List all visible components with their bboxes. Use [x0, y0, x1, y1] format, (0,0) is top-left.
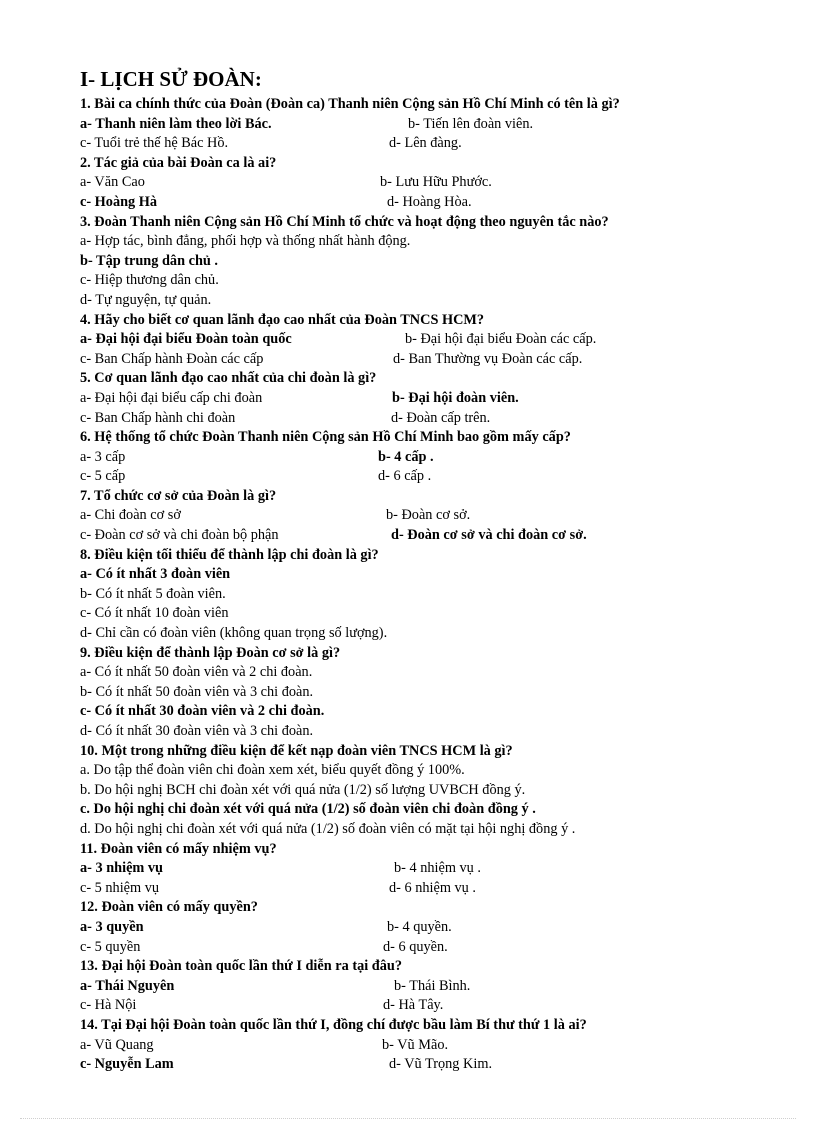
question-7-row-cd [80, 526, 780, 546]
answer-9d: d- Có ít nhất 30 đoàn viên và 3 chi đoàn. [80, 723, 314, 739]
question-14-row-cd [80, 1055, 780, 1075]
answer-11d: d- 6 nhiệm vụ . [389, 879, 476, 896]
question-13: 13. Đại hội Đoàn toàn quốc lần thứ I diễn ra tại đâu? [80, 958, 402, 975]
answer-4a: a- Đại hội đại biểu Đoàn toàn quốc [80, 331, 292, 348]
answer-5a: a- Đại hội đại biểu cấp chi đoàn [80, 389, 263, 406]
answer-13b: b- Thái Bình. [394, 977, 471, 994]
question-5-row-cd [80, 409, 780, 429]
answer-2c: c- Hoàng Hà [80, 193, 158, 210]
answer-8a: a- Có ít nhất 3 đoàn viên [80, 566, 231, 583]
question-4: 4. Hãy cho biết cơ quan lãnh đạo cao nhất của Đoàn TNCS HCM? [80, 311, 485, 328]
question-14: 14. Tại Đại hội Đoàn toàn quốc lần thứ I, đồng chí được bầu làm Bí thư thứ 1 là ai? [80, 1016, 587, 1033]
answer-3a: a- Hợp tác, bình đẳng, phối hợp và thống nhất hành động. [80, 233, 411, 250]
answer-1b: b- Tiến lên đoàn viên. [408, 115, 534, 132]
question-11-row-cd [80, 879, 780, 899]
question-11: 11. Đoàn viên có mấy nhiệm vụ? [80, 840, 277, 857]
question-5-row-ab [80, 389, 780, 409]
answer-11a: a- 3 nhiệm vụ [80, 860, 164, 877]
question-5: 5. Cơ quan lãnh đạo cao nhất của chi đoàn là gì? [80, 370, 377, 387]
answer-9b: b- Có ít nhất 50 đoàn viên và 3 chi đoàn. [80, 683, 314, 700]
answer-14c: c- Nguyễn Lam [80, 1056, 174, 1073]
answer-6c: c- 5 cấp [80, 468, 126, 485]
question-3: 3. Đoàn Thanh niên Cộng sản Hồ Chí Minh tổ chức và hoạt động theo nguyên tắc nào? [80, 213, 609, 230]
answer-11b: b- 4 nhiệm vụ . [394, 860, 481, 877]
question-4-row-ab [80, 330, 780, 350]
section-heading: I- LỊCH SỬ ĐOÀN: [80, 67, 262, 91]
document-page [80, 66, 780, 1075]
answer-9c: c- Có ít nhất 30 đoàn viên và 2 chi đoàn. [80, 703, 325, 720]
answer-2a: a- Văn Cao [80, 174, 145, 191]
question-2-row-cd [80, 193, 780, 213]
answer-5c: c- Ban Chấp hành chi đoàn [80, 409, 236, 426]
question-8: 8. Điều kiện tối thiểu để thành lập chi đoàn là gì? [80, 546, 379, 563]
question-9: 9. Điều kiện để thành lập Đoàn cơ sở là gì? [80, 644, 341, 661]
question-7: 7. Tổ chức cơ sở của Đoàn là gì? [80, 487, 277, 504]
answer-6b: b- 4 cấp . [378, 448, 434, 465]
question-6: 6. Hệ thống tổ chức Đoàn Thanh niên Cộng sản Hồ Chí Minh bao gồm mấy cấp? [80, 429, 571, 446]
answer-14b: b- Vũ Mão. [382, 1036, 449, 1053]
answer-8d: d- Chỉ cần có đoàn viên (không quan trọng số lượng). [80, 625, 388, 642]
answer-7a: a- Chi đoàn cơ sở [80, 507, 181, 524]
question-14-row-ab [80, 1036, 780, 1056]
answer-6a: a- 3 cấp [80, 448, 126, 465]
answer-7c: c- Đoàn cơ sở và chi đoàn bộ phận [80, 527, 279, 544]
question-1-row-cd [80, 134, 780, 154]
answer-10a: a. Do tập thể đoàn viên chi đoàn xem xét, biểu quyết đồng ý 100%. [80, 762, 465, 779]
question-12: 12. Đoàn viên có mấy quyền? [80, 899, 258, 916]
question-13-row-cd [80, 996, 780, 1016]
answer-12a: a- 3 quyền [80, 918, 144, 935]
answer-4c: c- Ban Chấp hành Đoàn các cấp [80, 350, 264, 367]
question-1-row-ab [80, 115, 780, 135]
answer-3b: b- Tập trung dân chủ . [80, 252, 218, 269]
answer-10c: c. Do hội nghị chi đoàn xét với quá nửa (1/2) số đoàn viên chi đoàn đồng ý . [80, 801, 536, 818]
question-2-row-ab [80, 173, 780, 193]
answer-9a: a- Có ít nhất 50 đoàn viên và 2 chi đoàn. [80, 664, 313, 681]
question-2: 2. Tác giả của bài Đoàn ca là ai? [80, 154, 277, 171]
answer-12b: b- 4 quyền. [387, 918, 452, 935]
answer-7d: d- Đoàn cơ sở và chi đoàn cơ sở. [391, 527, 587, 544]
answer-13c: c- Hà Nội [80, 997, 137, 1014]
answer-13a: a- Thái Nguyên [80, 977, 175, 994]
question-12-row-ab [80, 918, 780, 938]
question-11-row-ab [80, 859, 780, 879]
page-bottom-divider [20, 1118, 796, 1119]
answer-5b: b- Đại hội đoàn viên. [392, 389, 519, 406]
answer-7b: b- Đoàn cơ sở. [386, 507, 471, 524]
answer-4d: d- Ban Thường vụ Đoàn các cấp. [393, 350, 583, 367]
answer-1a: a- Thanh niên làm theo lời Bác. [80, 115, 272, 132]
answer-11c: c- 5 nhiệm vụ [80, 879, 160, 896]
answer-14a: a- Vũ Quang [80, 1036, 154, 1053]
question-4-row-cd [80, 350, 780, 370]
answer-12d: d- 6 quyền. [383, 938, 448, 955]
answer-6d: d- 6 cấp . [378, 468, 432, 485]
question-10: 10. Một trong những điều kiện để kết nạp đoàn viên TNCS HCM là gì? [80, 742, 513, 759]
answer-1c: c- Tuổi trẻ thế hệ Bác Hồ. [80, 135, 229, 152]
answer-8b: b- Có ít nhất 5 đoàn viên. [80, 585, 226, 602]
answer-1d: d- Lên đàng. [389, 135, 462, 152]
answer-2b: b- Lưu Hữu Phước. [380, 174, 492, 191]
answer-13d: d- Hà Tây. [383, 997, 444, 1014]
answer-4b: b- Đại hội đại biểu Đoàn các cấp. [405, 331, 597, 348]
answer-2d: d- Hoàng Hòa. [387, 193, 472, 210]
answer-3d: d- Tự nguyện, tự quản. [80, 291, 212, 308]
question-6-row-ab [80, 448, 780, 468]
answer-8c: c- Có ít nhất 10 đoàn viên [80, 605, 229, 622]
answer-10b: b. Do hội nghị BCH chi đoàn xét với quá nửa (1/2) số lượng UVBCH đồng ý. [80, 781, 526, 798]
question-7-row-ab [80, 506, 780, 526]
answer-5d: d- Đoàn cấp trên. [391, 409, 491, 426]
question-1: 1. Bài ca chính thức của Đoàn (Đoàn ca) Thanh niên Cộng sản Hồ Chí Minh có tên là gì? [80, 96, 620, 112]
answer-12c: c- 5 quyền [80, 938, 141, 955]
answer-10d: d. Do hội nghị chi đoàn xét với quá nửa (1/2) số đoàn viên có mặt tại hội nghị đồng ý . [80, 820, 576, 837]
question-6-row-cd [80, 467, 780, 487]
question-12-row-cd [80, 938, 780, 958]
answer-14d: d- Vũ Trọng Kim. [389, 1056, 493, 1073]
question-13-row-ab [80, 977, 780, 997]
answer-3c: c- Hiệp thương dân chủ. [80, 272, 219, 289]
